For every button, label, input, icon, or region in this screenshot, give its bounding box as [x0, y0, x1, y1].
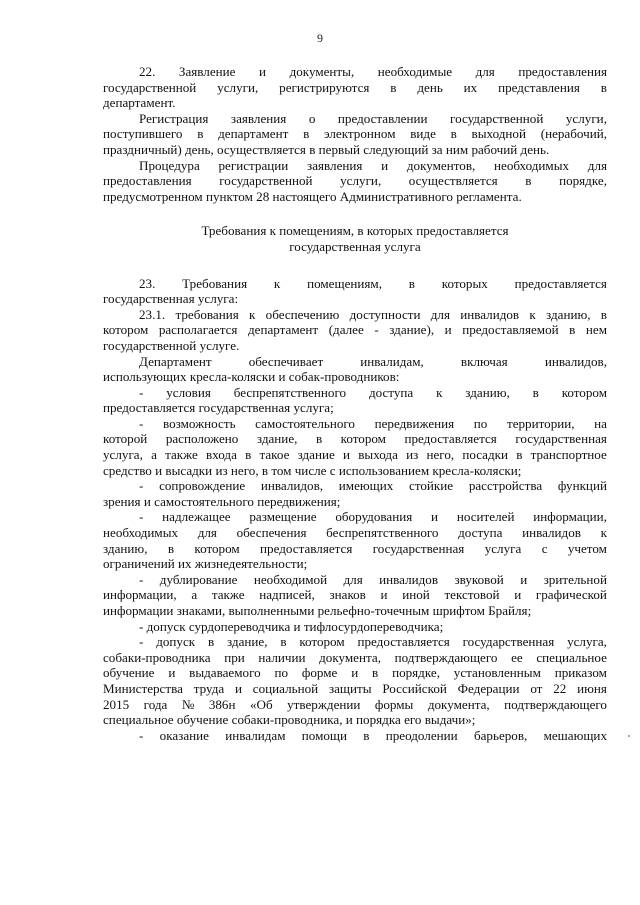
text-line [103, 385, 607, 401]
text-line [103, 322, 607, 338]
word: котором [103, 322, 149, 338]
word: информации, [103, 587, 177, 603]
word: подтверждающего [394, 649, 498, 665]
word: зданию, [103, 540, 148, 556]
word: предоставляемой [462, 322, 559, 338]
word: услуги, [217, 79, 259, 95]
text-line [103, 525, 607, 541]
word: регистрации [218, 157, 289, 173]
word: инвалидов [460, 306, 520, 322]
paragraph-22 [103, 64, 607, 111]
word: инвалидов [522, 525, 581, 541]
word: услуги, [340, 173, 382, 189]
word: выхода [358, 447, 398, 463]
word: необходимых [103, 525, 179, 541]
word: и [168, 665, 176, 681]
word: беспрепятственного [326, 525, 439, 541]
word: утверждении [287, 696, 361, 712]
word: года [143, 696, 168, 712]
word: необходимые [377, 64, 453, 79]
word: государственная [515, 431, 607, 447]
word: труда [193, 680, 225, 696]
word: предоставлении [337, 110, 428, 126]
word: допуск [156, 634, 196, 650]
word: в [167, 540, 175, 556]
word: услуга [484, 540, 522, 556]
word: а [151, 447, 157, 463]
word: входа [206, 447, 237, 463]
word: предоставления [518, 64, 607, 79]
text-line: специальное обучение собаки-проводника, и порядка его выдачи»; [103, 712, 476, 728]
text-line: - допуск сурдопереводчика и тифлосурдопереводчика; [139, 618, 444, 634]
word: - [139, 509, 144, 525]
word: котором [299, 634, 345, 650]
word: предоставляется [404, 431, 497, 447]
word: - [139, 634, 144, 650]
word: информации, [533, 509, 607, 525]
word: которой [103, 431, 148, 447]
word: установленным [453, 665, 541, 681]
word: а [191, 587, 198, 603]
word: - [139, 571, 144, 587]
text-line [103, 158, 607, 174]
paragraph-department [103, 354, 607, 385]
word: поступившего [103, 126, 183, 142]
word: него, [426, 447, 455, 463]
word: выходной [471, 126, 526, 142]
word: в [390, 79, 397, 95]
word: к [600, 525, 607, 541]
text-line [103, 697, 607, 713]
word: в [207, 634, 215, 650]
word: помещениям, [307, 275, 382, 291]
word: обучение [103, 665, 155, 681]
word: инвалидов, [544, 353, 607, 369]
text-line [103, 572, 607, 588]
text-line [103, 80, 607, 96]
word: их [463, 79, 478, 95]
word: государственная [372, 540, 465, 556]
word: Департамент [139, 353, 212, 369]
word: зрительной [543, 571, 607, 587]
word: стойкие [409, 478, 454, 494]
word: размещение [249, 509, 317, 525]
word: и [259, 64, 267, 79]
word: предоставляется [514, 275, 607, 291]
word: сопровождение [159, 478, 246, 494]
word: в [569, 322, 576, 338]
word: транспортное [530, 447, 607, 463]
word: функций [557, 478, 607, 494]
text-line [103, 587, 607, 603]
word: порядке, [392, 665, 440, 681]
text-line [103, 173, 607, 189]
word: в [532, 384, 539, 400]
word: к [436, 384, 443, 400]
word: из [406, 447, 419, 463]
word: возможность [162, 415, 236, 431]
word: котором [340, 431, 386, 447]
word: заявления [307, 157, 363, 173]
word: преодолении [385, 727, 458, 743]
word: территории, [506, 415, 575, 431]
word: защиты [328, 680, 372, 696]
word: предоставления [103, 173, 192, 189]
word: департамент [218, 126, 289, 142]
text-line: ограничений их жизнедеятельности; [103, 556, 308, 572]
list-item [103, 634, 607, 728]
word: здание), [389, 322, 435, 338]
word: - [139, 478, 144, 494]
word: ее [511, 649, 523, 665]
word: документа, [319, 649, 381, 665]
word: в [600, 306, 607, 322]
word: имеющих [338, 478, 394, 494]
word: к [529, 306, 536, 322]
word: и [520, 571, 528, 587]
word: к [249, 306, 256, 322]
text-line [103, 650, 607, 666]
word: инвалидов [379, 571, 439, 587]
word: 22 [553, 680, 567, 696]
body-text [103, 64, 607, 743]
word: также [211, 587, 245, 603]
word: располагается [158, 322, 238, 338]
word: подтверждающего [504, 696, 607, 712]
section-heading [103, 223, 607, 254]
word: в [372, 665, 379, 681]
word: знаков [329, 587, 366, 603]
list-item [103, 385, 607, 416]
word: доступности [349, 306, 421, 322]
word: в [363, 727, 370, 743]
word: на [594, 415, 607, 431]
word: здание, [226, 634, 268, 650]
word: в [516, 447, 523, 463]
text-line: зрения и самостоятельного передвижения; [103, 493, 341, 509]
word: беспрепятственного [233, 384, 347, 400]
word: департамент [247, 322, 319, 338]
text-line [103, 541, 607, 557]
word: 2015 [103, 696, 130, 712]
word: для [475, 64, 495, 79]
text-line [103, 307, 607, 323]
text-line: предоставляется государственная услуга; [103, 400, 334, 416]
word: услуга, [567, 634, 607, 650]
word: надписей, [259, 587, 315, 603]
word: к [273, 275, 281, 291]
word: (нерабочий, [540, 126, 607, 142]
word: обеспечивает [248, 353, 324, 369]
word: специальное [536, 649, 607, 665]
list-item [103, 728, 607, 744]
word: в [280, 634, 287, 650]
word: представления [498, 79, 580, 95]
word: июня [577, 680, 607, 696]
word: и [380, 587, 388, 603]
word: Процедура [139, 157, 200, 173]
text-line [103, 509, 607, 525]
text-line [103, 634, 607, 650]
word: и [343, 447, 351, 463]
word: обеспечения [236, 525, 307, 541]
word: и [514, 587, 522, 603]
word: мешающих [543, 727, 607, 743]
word: Требования [182, 275, 248, 291]
word: здание, [256, 431, 298, 447]
word: по [473, 415, 488, 431]
word: для [587, 157, 607, 173]
word: котором [561, 384, 607, 400]
word: необходимой [253, 571, 328, 587]
word: включая [460, 353, 508, 369]
word: 23. [139, 275, 156, 291]
word: - [139, 727, 144, 743]
word: оказание [159, 727, 209, 743]
word: документа, [427, 696, 490, 712]
text-line: праздничный) день, осуществляется в первый следующий за ним рабочий день. [103, 141, 550, 157]
word: самостоятельного [255, 415, 355, 431]
word: в [303, 126, 310, 142]
word: услуги, [565, 110, 607, 126]
word: № [181, 696, 195, 712]
word: собаки-проводника [103, 649, 211, 665]
word: также [165, 447, 198, 463]
word: Заявление [178, 64, 236, 79]
word: и [431, 509, 439, 525]
word: звуковой [454, 571, 504, 587]
word: для [430, 306, 450, 322]
scan-speck [628, 735, 630, 737]
word: государственной [219, 173, 313, 189]
word: регистрируются [279, 79, 370, 95]
word: которых [441, 275, 488, 291]
text-line [103, 276, 607, 292]
word: для [197, 525, 217, 541]
word: государственной [103, 79, 197, 95]
word: иной [402, 587, 430, 603]
word: инвалидов, [260, 478, 324, 494]
text-line: информации знаками, выполненными рельефно-точечным шрифтом Брайля; [103, 603, 532, 618]
word: дублирование [159, 571, 238, 587]
paragraph-23-1 [103, 307, 607, 354]
paragraph-registration [103, 111, 607, 158]
word: по [274, 665, 289, 681]
word: помощи [301, 727, 348, 743]
word: барьеров, [473, 727, 528, 743]
word: предоставляется [260, 540, 353, 556]
word: документов, [406, 157, 476, 173]
heading-line: Требования к помещениям, в которых предоставляется [201, 223, 509, 239]
text-line [103, 478, 607, 494]
word: социальной [252, 680, 319, 696]
word: 386н [208, 696, 236, 712]
text-line [103, 126, 607, 142]
text-line [103, 354, 607, 370]
word: расстройства [468, 478, 543, 494]
word: Министерства [103, 680, 183, 696]
word: доступа [368, 384, 414, 400]
word: документы, [289, 64, 355, 79]
word: в [600, 79, 607, 95]
word: нем [585, 322, 607, 338]
word: государственная [462, 634, 555, 650]
word: в [197, 126, 204, 142]
word: наличии [258, 649, 306, 665]
word: «Об [249, 696, 273, 712]
word: требования [175, 306, 239, 322]
word: здание [297, 447, 335, 463]
word: носителей [456, 509, 515, 525]
word: зданию, [465, 384, 510, 400]
text-line: государственная услуга: [103, 291, 239, 307]
word: (далее [328, 322, 364, 338]
word: - [374, 322, 379, 338]
paragraph-procedure [103, 158, 607, 205]
text-line [103, 64, 607, 80]
word: и [234, 680, 242, 696]
text-line [103, 447, 607, 463]
list-item [103, 478, 607, 509]
text-line: департамент. [103, 95, 176, 111]
word: виде [410, 126, 436, 142]
word: предоставляется [357, 634, 450, 650]
word: 23.1. [139, 306, 166, 322]
text-line [103, 111, 607, 127]
paragraph-23 [103, 276, 607, 307]
word: для [343, 571, 363, 587]
word: условия [166, 384, 211, 400]
text-line: использующих кресла-коляски и собак-проводников: [103, 369, 400, 385]
word: доступа [458, 525, 503, 541]
word: и [444, 322, 452, 338]
word: текстовой [444, 587, 500, 603]
word: услуга, [103, 447, 143, 463]
word: посадки [462, 447, 509, 463]
word: заявления [230, 110, 287, 126]
word: осуществляется [408, 173, 498, 189]
word: от [530, 680, 543, 696]
list-item [103, 572, 607, 619]
text-line [103, 416, 607, 432]
word: 22. [139, 64, 156, 79]
heading-line: государственная услуга [289, 238, 421, 254]
word: в [245, 447, 252, 463]
word: с [541, 540, 548, 556]
word: графической [535, 587, 607, 603]
text-line: средство и высадки из него, в том числе с использованием кресла-коляски; [103, 462, 522, 478]
word: Регистрация [139, 110, 209, 126]
list-item [103, 509, 607, 571]
word: государственной [450, 110, 544, 126]
word: форме [301, 665, 338, 681]
word: инвалидам, [360, 353, 424, 369]
word: о [308, 110, 316, 126]
text-line: предусмотренном пунктом 28 настоящего Административного регламента. [103, 188, 522, 204]
word: необходимых [494, 157, 570, 173]
word: при [224, 649, 245, 665]
word: - [139, 384, 144, 400]
word: котором [194, 540, 240, 556]
word: обеспечению [265, 306, 340, 322]
text-line [103, 728, 607, 744]
list-item [103, 619, 607, 635]
word: приказом [554, 665, 607, 681]
word: надлежащее [162, 509, 231, 525]
page-number: 9 [317, 31, 323, 45]
word: расположено [165, 431, 239, 447]
word: в [450, 126, 457, 142]
word: электронном [323, 126, 396, 142]
word: порядке, [559, 173, 607, 189]
text-line: государственной услуге. [103, 337, 240, 353]
word: в [525, 173, 532, 189]
text-line [103, 665, 607, 681]
word: и [381, 157, 389, 173]
word: - [139, 415, 144, 431]
word: оборудования [335, 509, 413, 525]
word: выдаваемого [189, 665, 261, 681]
text-line [103, 431, 607, 447]
word: такое [259, 447, 290, 463]
word: Российской [382, 680, 447, 696]
list-item [103, 416, 607, 478]
text-line [103, 681, 607, 697]
word: формы [374, 696, 414, 712]
word: в [408, 275, 415, 291]
word: зданию, [546, 306, 591, 322]
word: учетом [567, 540, 607, 556]
word: день [417, 79, 443, 95]
word: в [315, 431, 323, 447]
word: Федерации [457, 680, 520, 696]
word: передвижения [374, 415, 455, 431]
word: и [351, 665, 359, 681]
word: инвалидам [225, 727, 286, 743]
